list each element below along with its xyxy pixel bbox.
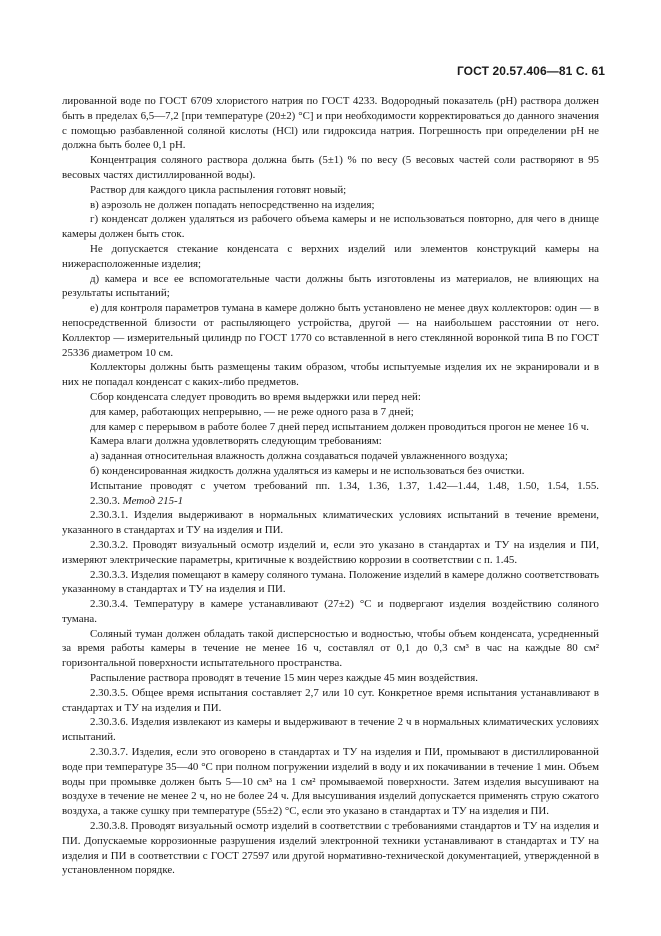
clause-2-30-3-7: 2.30.3.7. Изделия, если это оговорено в стандартах и ТУ на изделия и ПИ, промывают в дистиллированной воде при температуре 35—40 °С при полном погружении изделий в воду и их покачивании в течение 1 мин. Объем воды при промывке должен быть 5—10 см³ на 1 см² промываемой поверхности. Затем изделия высушивают на воздухе в течение не менее 2 ч, но не более 24 ч. Для высушивания изделий допускается применять струю сжатого воздуха, а также сушку при температуре (55±2) °С, если это указано в стандартах и ТУ на изделия и ПИ. <box>62 746 599 818</box>
clause-2-30-3-6: 2.30.3.6. Изделия извлекают из камеры и выдерживают в течение 2 ч в нормальных климатических условиях испытаний. <box>62 716 599 744</box>
paragraph: Концентрация соляного раствора должна быть (5±1) % по весу (5 весовых частей соли растворяют в 95 весовых частях дистиллированной воды). <box>62 154 599 181</box>
document-body <box>62 94 599 878</box>
clause-2-30-3-4: 2.30.3.4. Температуру в камере устанавливают (27±2) °С и подвергают изделия воздействию соляного тумана. <box>62 598 599 625</box>
clause-2-30-3-8: 2.30.3.8. Проводят визуальный осмотр изделий в соответствии с требованиями стандартов и ТУ на изделия и ПИ. Допускаемые коррозионные разрушения изделий электронной техники устанавливают в стандартах и ТУ на изделия и ПИ в соответствии с ГОСТ 27597 или другой нормативно-технической документацией, утвержденной в установленном порядке. <box>62 820 599 877</box>
list-item-d: д) камера и все ее вспомогательные части должны быть изготовлены из материалов, не влияющих на результаты испытаний; <box>62 272 599 300</box>
list-item-b: б) конденсированная жидкость должна удаляться из камеры и не использоваться без очистки. <box>90 464 525 477</box>
list-item-g: г) конденсат должен удаляться из рабочего объема камеры и не использоваться повторно, для чего в днище камеры должен быть сток. <box>62 213 599 241</box>
section-number: 2.30.3. <box>90 494 123 507</box>
paragraph: Раствор для каждого цикла распыления готовят новый; <box>90 183 347 196</box>
paragraph: для камер, работающих непрерывно, — не реже одного раза в 7 дней; <box>90 405 414 418</box>
paragraph: лированной воде по ГОСТ 6709 хлористого натрия по ГОСТ 4233. Водородный показатель (pH) раствора должен быть в пределах 6,5—7,2 [при температуре (20±2) °С] и при необходимости корректироваться до данного значения с помощью разбавленной соляной кислоты (HCl) или гидроксида натрия. Погрешность при определении pH не должна быть более 0,1 pH. <box>62 95 599 152</box>
paragraph: Сбор конденсата следует проводить во время выдержки или перед ней: <box>90 390 421 403</box>
paragraph: Не допускается стекание конденсата с верхних изделий или элементов конструкций камеры на нижерасположенные изделия; <box>62 242 599 270</box>
paragraph: Коллекторы должны быть размещены таким образом, чтобы испытуемые изделия их не экранировали и в них не попадал конденсат с каких-либо предметов. <box>62 361 599 389</box>
paragraph: Соляный туман должен обладать такой дисперсностью и водностью, чтобы объем конденсата, усредненный за время работы камеры в течение не менее 16 ч, составлял от 0,1 до 0,3 см³ в час на каждые 80 см² горизонтальной поверхности испытательного пространства. <box>62 627 599 670</box>
section-title: Метод 215-1 <box>122 494 184 507</box>
paragraph: Распыление раствора проводят в течение 15 мин через каждые 45 мин воздействия. <box>90 672 478 685</box>
clause-2-30-3-3: 2.30.3.3. Изделия помещают в камеру соляного тумана. Положение изделий в камере должно соответствовать указанному в стандартах и ТУ на изделия и ПИ. <box>62 568 599 596</box>
list-item-v: в) аэрозоль не должен попадать непосредственно на изделия; <box>90 198 375 211</box>
clause-2-30-3-1: 2.30.3.1. Изделия выдерживают в нормальных климатических условиях испытаний в течение времени, указанного в стандартах и ТУ на изделия и ПИ. <box>62 509 599 537</box>
page-header: ГОСТ 20.57.406—81 С. 61 <box>456 64 605 78</box>
list-item-e: е) для контроля параметров тумана в камере должно быть установлено не менее двух коллекторов: один — в непосредственной близости от распыляющего устройства, другой — на наибольшем расстоянии от него. Коллектор — измерительный цилиндр по ГОСТ 1770 со вставленной в него стеклянной воронкой типа В по ГОСТ 25336 диаметром 10 см. <box>62 302 599 359</box>
paragraph: Испытание проводят с учетом требований пп. 1.34, 1.36, 1.37, 1.42—1.44, 1.48, 1.50, 1.54, 1.55. <box>90 479 599 492</box>
paragraph: для камер с перерывом в работе более 7 дней перед испытанием должен проводиться прогон не менее 16 ч. <box>90 420 590 433</box>
clause-2-30-3-5: 2.30.3.5. Общее время испытания составляет 2,7 или 10 сут. Конкретное время испытания устанавливают в стандартах и ТУ на изделия и ПИ. <box>62 686 599 714</box>
paragraph: Камера влаги должна удовлетворять следующим требованиям: <box>90 435 382 448</box>
list-item-a: а) заданная относительная влажность должна создаваться подачей увлажненного воздуха; <box>90 450 508 463</box>
section-heading <box>62 494 599 509</box>
clause-2-30-3-2: 2.30.3.2. Проводят визуальный осмотр изделий и, если это указано в стандартах и ТУ на изделия и ПИ, измеряют электрические параметры, критичные к воздействию коррозии в соответствии с п. 1.45. <box>62 538 599 566</box>
